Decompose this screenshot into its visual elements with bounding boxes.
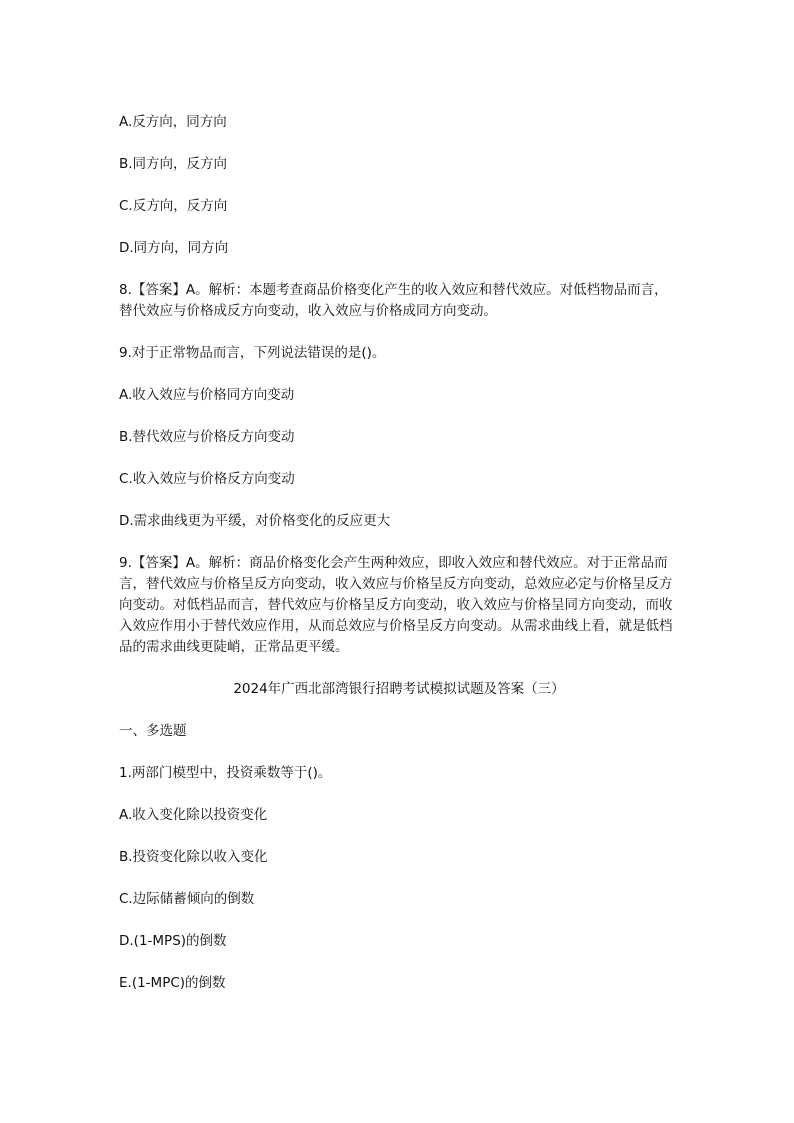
option-a: A.收入变化除以投资变化 [119,807,268,823]
option-c: C.收入效应与价格反方向变动 [119,471,295,487]
option-b: B.同方向，反方向 [119,156,228,172]
option-d: D.(1-MPS)的倒数 [119,933,227,949]
option-a: A.反方向，同方向 [119,114,227,130]
answer-9: 9.【答案】A。解析：商品价格变化会产生两种效应，即收入效应和替代效应。对于正常品而言，替代效应与价格呈反方向变动，收入效应与价格呈反方向变动，总效应必定与价格呈反方向变动。对低档品而言，替代效应与价格呈反方向变动，收入效应与价格呈同方向变动，而收入效应作用小于替代效应作用，从而总效应与价格呈反方向变动。从需求曲线上看，就是低档品的需求曲线更陡峭，正常品更平缓。 [119,555,673,655]
answer-8: 8.【答案】A。解析：本题考查商品价格变化产生的收入效应和替代效应。对低档物品而言，替代效应与价格成反方向变动，收入效应与价格成同方向变动。 [119,282,668,319]
option-d: D.同方向，同方向 [119,240,229,256]
option-d: D.需求曲线更为平缓，对价格变化的反应更大 [119,513,391,529]
section-heading: 一、多选题 [119,723,187,739]
option-c: C.边际储蓄倾向的倒数 [119,891,255,907]
exam-title: 2024年广西北部湾银行招聘考试模拟试题及答案（三） [233,681,565,697]
option-c: C.反方向，反方向 [119,198,228,214]
option-a: A.收入效应与价格同方向变动 [119,387,295,403]
document-body [119,112,679,1015]
option-e: E.(1-MPC)的倒数 [119,975,226,991]
question-9: 9.对于正常物品而言，下列说法错误的是()。 [119,345,386,361]
option-b: B.投资变化除以收入变化 [119,849,268,865]
option-b: B.替代效应与价格反方向变动 [119,429,295,445]
question-1: 1.两部门模型中，投资乘数等于()。 [119,765,332,781]
